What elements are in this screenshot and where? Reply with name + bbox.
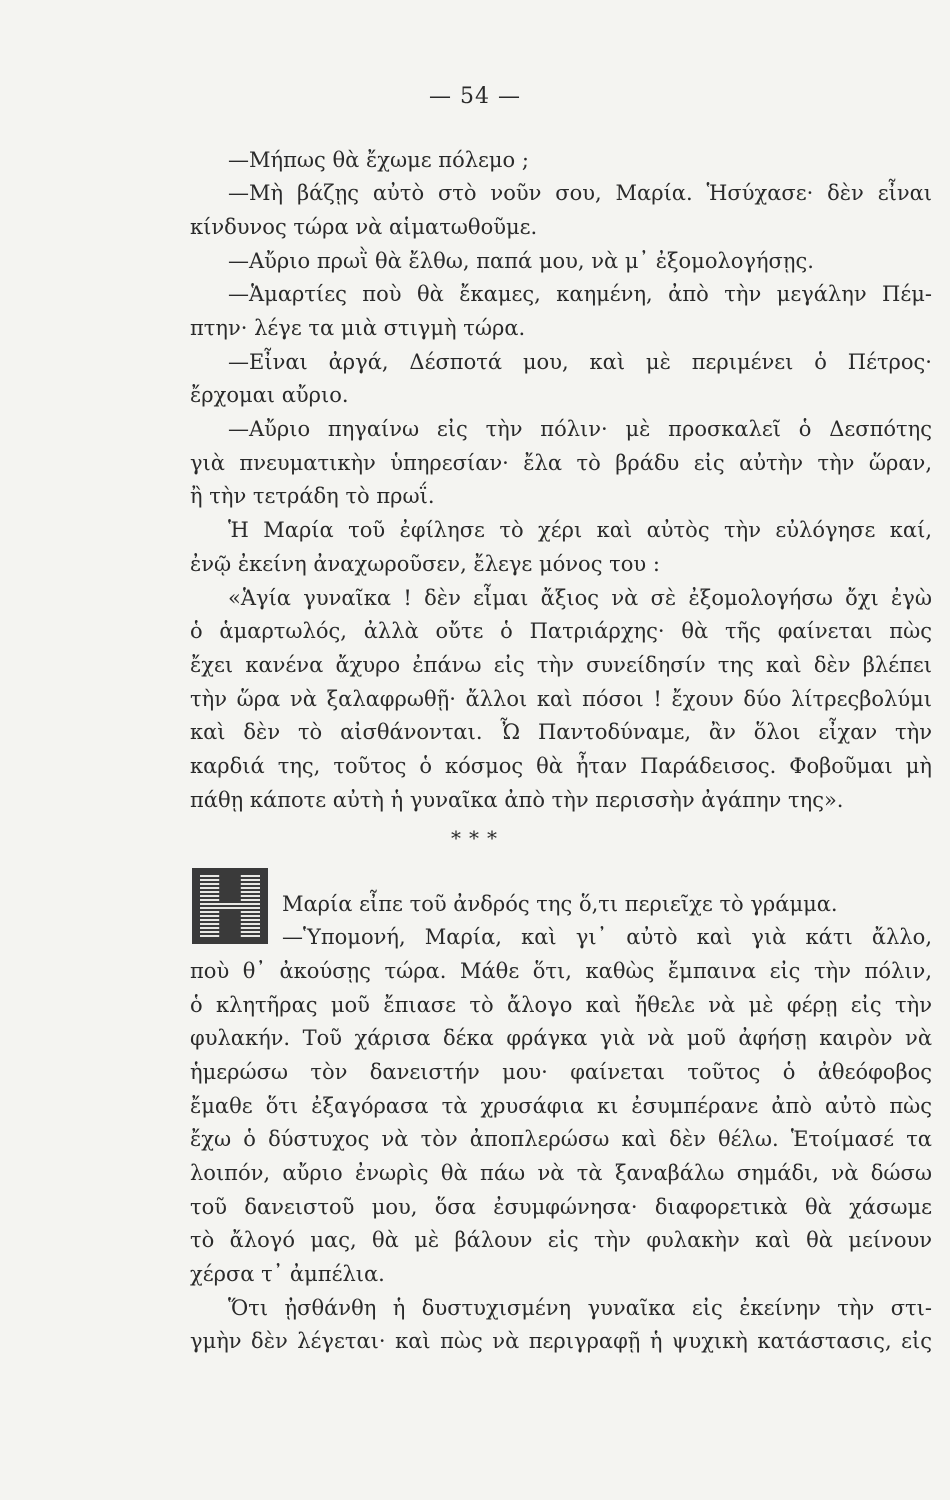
text-line: ποὺ θ᾽ ἀκούσῃς τώρα. Μάθε ὅτι, καθὼς ἔμπαινα εἰς τὴν πόλιν, <box>190 959 932 983</box>
text-line: ἔμαθε ὅτι ἐξαγόρασα τὰ χρυσάφια κι ἐσυμπέρανε ἀπὸ αὐτὸ πὼς <box>190 1094 932 1118</box>
drop-cap-letter <box>200 875 260 937</box>
text-line: πτην· λέγε τα μιὰ στιγμὴ τώρα. <box>190 316 526 340</box>
text-line: τὴν ὥρα νὰ ξαλαφρωθῇ· ἄλλοι καὶ πόσοι ! ἔχουν δύο λίτρεςβολύμι <box>190 687 932 711</box>
text-line: ἔρχομαι αὔριο. <box>190 383 349 407</box>
text-line: ἔχω ὁ δύστυχος νὰ τὸν ἀποπλερώσω καὶ δὲν θέλω. Ἑτοίμασέ τα <box>190 1127 932 1151</box>
text-line: λοιπόν, αὔριο ἐνωρὶς θὰ πάω νὰ τὰ ξαναβάλω σημάδι, νὰ δώσω <box>190 1161 932 1185</box>
text-line: κίνδυνος τώρα νὰ αἱματωθοῦμε. <box>190 215 538 239</box>
text-line: —Ὑπομονή, Μαρία, καὶ γι᾽ αὐτὸ καὶ γιὰ κάτι ἄλλο, <box>282 925 932 949</box>
text-line: Ὅτι ᾐσθάνθη ἡ δυστυχισμένη γυναῖκα εἰς ἐκείνην τὴν στι- <box>228 1296 932 1320</box>
text-line: γμὴν δὲν λέγεται· καὶ πὼς νὰ περιγραφῇ ἡ ψυχικὴ κατάστασις, εἰς <box>190 1329 932 1353</box>
section-separator: * * * <box>451 826 499 850</box>
text-line: —Εἶναι ἀργά, Δέσποτά μου, καὶ μὲ περιμένει ὁ Πέτρος· <box>228 350 932 374</box>
page-number: — 54 — <box>429 84 521 109</box>
text-line: Ἡ Μαρία τοῦ ἐφίλησε τὸ χέρι καὶ αὐτὸς τὴν εὐλόγησε καί, <box>228 518 932 542</box>
text-line: φυλακήν. Τοῦ χάρισα δέκα φράγκα γιὰ νὰ μοῦ ἀφήσῃ καιρὸν νὰ <box>190 1026 932 1050</box>
text-line: ἢ τὴν τετράδη τὸ πρωΐ. <box>190 484 435 508</box>
text-line: ἡμερώσω τὸν δανειστήν μου· φαίνεται τοῦτος ὁ ἀθεόφοβος <box>190 1060 932 1084</box>
text-line: γιὰ πνευματικὴν ὑπηρεσίαν· ἔλα τὸ βράδυ εἰς αὐτὴν τὴν ὥραν, <box>190 451 932 475</box>
text-line: —Αὔριο πηγαίνω εἰς τὴν πόλιν· μὲ προσκαλεῖ ὁ Δεσπότης <box>228 417 932 441</box>
text-line: ἐνῷ ἐκείνη ἀναχωροῦσεν, ἔλεγε μόνος του : <box>190 552 660 576</box>
drop-cap-initial <box>192 868 268 944</box>
text-line: ὁ ἁμαρτωλός, ἀλλὰ οὔτε ὁ Πατριάρχης· θὰ τῆς φαίνεται πὼς <box>190 619 932 643</box>
text-line: ἔχει κανένα ἄχυρο ἐπάνω εἰς τὴν συνείδησίν της καὶ δὲν βλέπει <box>190 653 932 677</box>
text-line: χέρσα τ᾽ ἀμπέλια. <box>190 1262 385 1286</box>
text-line: —Ἁμαρτίες ποὺ θὰ ἔκαμες, καημένη, ἀπὸ τὴν μεγάλην Πέμ- <box>228 282 932 306</box>
text-line: πάθῃ κάποτε αὐτὴ ἡ γυναῖκα ἀπὸ τὴν περισσὴν ἀγάπην της». <box>190 788 844 812</box>
text-line: —Αὔριο πρωῒ θὰ ἔλθω, παπά μου, νὰ μ᾽ ἐξομολογήσῃς. <box>228 249 814 273</box>
text-line: καὶ δὲν τὸ αἰσθάνονται. Ὦ Παντοδύναμε, ἂν ὅλοι εἶχαν τὴν <box>190 720 932 744</box>
text-line: τοῦ δανειστοῦ μου, ὅσα ἐσυμφώνησα· διαφορετικὰ θὰ χάσωμε <box>190 1195 932 1219</box>
text-line: τὸ ἄλογό μας, θὰ μὲ βάλουν εἰς τὴν φυλακὴν καὶ θὰ μείνουν <box>190 1228 932 1252</box>
text-line: «Ἁγία γυναῖκα ! δὲν εἶμαι ἄξιος νὰ σὲ ἐξομολογήσω ὄχι ἐγὼ <box>228 586 932 610</box>
text-line: —Μὴ βάζῃς αὐτὸ στὸ νοῦν σου, Μαρία. Ἡσύχασε· δὲν εἶναι <box>228 181 932 205</box>
text-line: ὁ κλητῆρας μοῦ ἔπιασε τὸ ἄλογο καὶ ἤθελε νὰ μὲ φέρῃ εἰς τὴν <box>190 993 932 1017</box>
text-line: καρδιά της, τοῦτος ὁ κόσμος θὰ ἦταν Παράδεισος. Φοβοῦμαι μὴ <box>190 754 932 778</box>
text-line: Μαρία εἶπε τοῦ ἀνδρός της ὅ,τι περιεῖχε τὸ γράμμα. <box>282 892 838 916</box>
text-line: —Μήπως θὰ ἔχωμε πόλεμο ; <box>228 148 529 172</box>
